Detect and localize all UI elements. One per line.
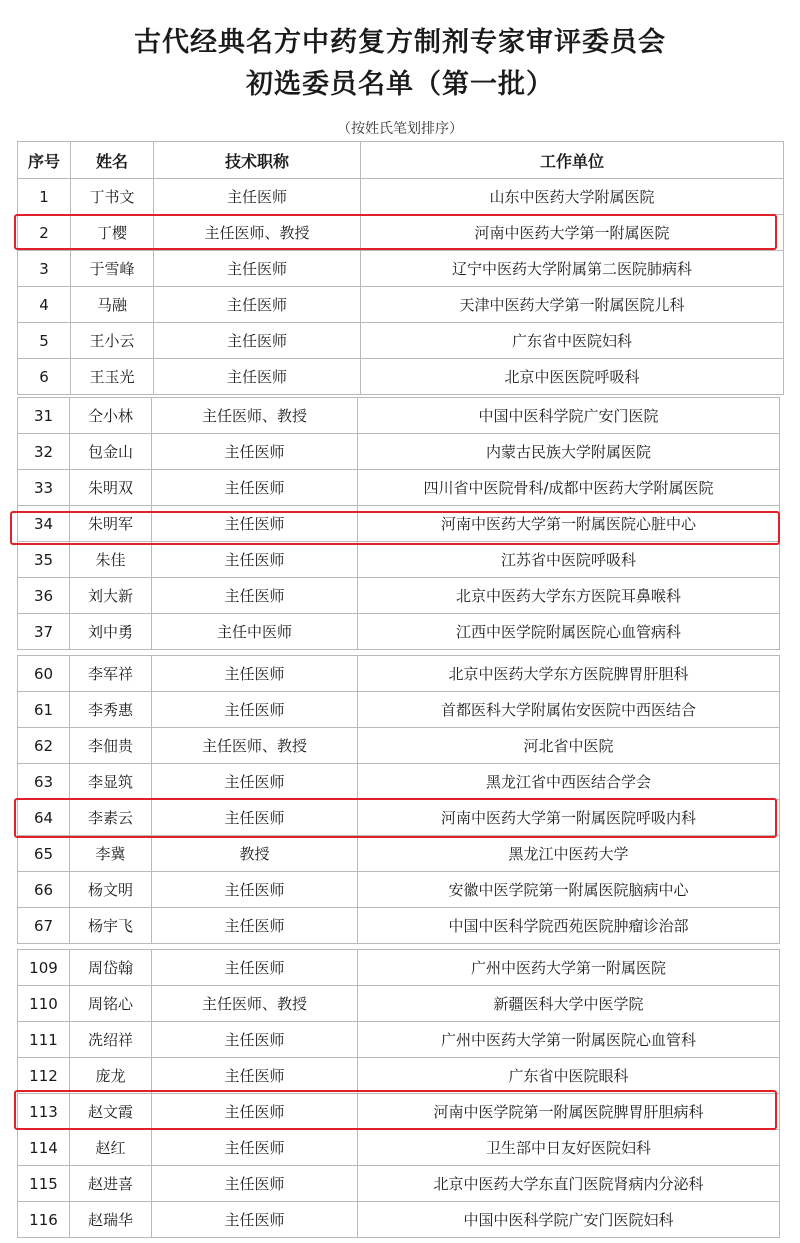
cell-unit: 河南中医药大学第一附属医院 <box>361 215 784 251</box>
cell-unit: 广州中医药大学第一附属医院心血管科 <box>358 1022 780 1058</box>
table-row <box>18 470 780 506</box>
table-row <box>18 764 780 800</box>
table-row <box>18 287 784 323</box>
cell-title: 主任医师 <box>154 359 361 395</box>
cell-title: 主任医师 <box>152 1202 358 1238</box>
cell-index: 61 <box>18 692 70 728</box>
cell-unit: 中国中医科学院广安门医院妇科 <box>358 1202 780 1238</box>
cell-name: 朱明军 <box>70 506 152 542</box>
table-row <box>18 950 780 986</box>
highlight-box-row-113 <box>14 1090 777 1130</box>
cell-index: 65 <box>18 836 70 872</box>
cell-name: 李显筑 <box>70 764 152 800</box>
highlight-box-row-64 <box>14 798 777 838</box>
cell-name: 赵红 <box>70 1130 152 1166</box>
cell-unit: 中国中医科学院西苑医院肿瘤诊治部 <box>358 908 780 944</box>
cell-unit: 黑龙江省中西医结合学会 <box>358 764 780 800</box>
cell-unit: 首都医科大学附属佑安医院中西医结合 <box>358 692 780 728</box>
cell-name: 丁樱 <box>71 215 154 251</box>
table-row <box>18 359 784 395</box>
highlight-box-row-2 <box>14 214 777 250</box>
cell-name: 周铭心 <box>70 986 152 1022</box>
cell-name: 赵瑞华 <box>70 1202 152 1238</box>
cell-name: 朱明双 <box>70 470 152 506</box>
cell-unit: 广东省中医院眼科 <box>358 1058 780 1094</box>
table-row <box>18 1202 780 1238</box>
table-row <box>18 1166 780 1202</box>
document-title-line1: 古代经典名方中药复方制剂专家审评委员会 <box>134 27 666 58</box>
cell-name: 周岱翰 <box>70 950 152 986</box>
cell-name: 庞龙 <box>70 1058 152 1094</box>
cell-name: 刘中勇 <box>70 614 152 650</box>
cell-title: 主任医师 <box>152 656 358 692</box>
cell-title: 主任中医师 <box>152 614 358 650</box>
cell-unit: 广州中医药大学第一附属医院 <box>358 950 780 986</box>
header-title: 技术职称 <box>154 142 361 179</box>
cell-name: 包金山 <box>70 434 152 470</box>
cell-title: 主任医师 <box>152 1022 358 1058</box>
cell-index: 36 <box>18 578 70 614</box>
cell-index: 35 <box>18 542 70 578</box>
cell-index: 64 <box>18 800 70 836</box>
cell-unit: 卫生部中日友好医院妇科 <box>358 1130 780 1166</box>
table-row <box>18 542 780 578</box>
cell-index: 114 <box>18 1130 70 1166</box>
cell-unit: 广东省中医院妇科 <box>361 323 784 359</box>
cell-title: 主任医师 <box>152 872 358 908</box>
cell-unit: 内蒙古民族大学附属医院 <box>358 434 780 470</box>
header-index: 序号 <box>18 142 71 179</box>
cell-index: 34 <box>18 506 70 542</box>
table-row <box>18 434 780 470</box>
table-header-row <box>18 142 784 179</box>
table-row <box>18 1058 780 1094</box>
table-row <box>18 1130 780 1166</box>
cell-index: 5 <box>18 323 71 359</box>
cell-unit: 江苏省中医院呼吸科 <box>358 542 780 578</box>
cell-index: 110 <box>18 986 70 1022</box>
header-unit: 工作单位 <box>361 142 784 179</box>
cell-index: 37 <box>18 614 70 650</box>
cell-name: 李军祥 <box>70 656 152 692</box>
cell-unit: 北京中医药大学东方医院耳鼻喉科 <box>358 578 780 614</box>
cell-unit: 黑龙江中医药大学 <box>358 836 780 872</box>
cell-index: 62 <box>18 728 70 764</box>
table-row <box>18 398 780 434</box>
committee-table <box>17 141 784 395</box>
document-title-line2: 初选委员名单（第一批） <box>246 69 554 100</box>
table-block-1 <box>17 141 779 395</box>
cell-title: 主任医师 <box>152 908 358 944</box>
cell-title: 主任医师 <box>152 692 358 728</box>
cell-index: 67 <box>18 908 70 944</box>
cell-unit: 江西中医学院附属医院心血管病科 <box>358 614 780 650</box>
cell-unit: 中国中医科学院广安门医院 <box>358 398 780 434</box>
table-row <box>18 986 780 1022</box>
cell-unit: 新疆医科大学中医学院 <box>358 986 780 1022</box>
sort-note: （按姓氏笔划排序） <box>337 121 463 137</box>
cell-index: 112 <box>18 1058 70 1094</box>
cell-name: 李秀惠 <box>70 692 152 728</box>
table-row <box>18 908 780 944</box>
cell-title: 主任医师 <box>152 1130 358 1166</box>
cell-title: 主任医师 <box>152 470 358 506</box>
cell-title: 主任医师 <box>152 578 358 614</box>
cell-title: 主任医师 <box>152 1094 358 1130</box>
cell-name: 赵文霞 <box>70 1094 152 1130</box>
cell-title: 主任医师 <box>152 506 358 542</box>
cell-title: 主任医师、教授 <box>152 986 358 1022</box>
cell-name: 赵进喜 <box>70 1166 152 1202</box>
cell-unit: 河南中医学院第一附属医院脾胃肝胆病科 <box>358 1094 780 1130</box>
cell-title: 主任医师 <box>154 251 361 287</box>
cell-title: 主任医师 <box>152 950 358 986</box>
cell-name: 杨文明 <box>70 872 152 908</box>
cell-name: 李素云 <box>70 800 152 836</box>
cell-title: 主任医师 <box>154 323 361 359</box>
cell-unit: 北京中医药大学东直门医院肾病内分泌科 <box>358 1166 780 1202</box>
cell-index: 1 <box>18 179 71 215</box>
cell-title: 主任医师 <box>152 434 358 470</box>
cell-title: 主任医师、教授 <box>152 728 358 764</box>
cell-name: 李佃贵 <box>70 728 152 764</box>
cell-unit: 天津中医药大学第一附属医院儿科 <box>361 287 784 323</box>
table-row <box>18 872 780 908</box>
cell-name: 王小云 <box>71 323 154 359</box>
table-row <box>18 251 784 287</box>
cell-unit: 四川省中医院骨科/成都中医药大学附属医院 <box>358 470 780 506</box>
cell-index: 66 <box>18 872 70 908</box>
cell-unit: 山东中医药大学附属医院 <box>361 179 784 215</box>
highlight-box-row-34 <box>10 511 780 545</box>
table-row <box>18 614 780 650</box>
cell-unit: 河南中医药大学第一附属医院呼吸内科 <box>358 800 780 836</box>
table-row <box>18 179 784 215</box>
cell-name: 马融 <box>71 287 154 323</box>
cell-name: 杨宇飞 <box>70 908 152 944</box>
cell-index: 115 <box>18 1166 70 1202</box>
cell-name: 王玉光 <box>71 359 154 395</box>
cell-name: 刘大新 <box>70 578 152 614</box>
header-name: 姓名 <box>71 142 154 179</box>
cell-unit: 河南中医药大学第一附属医院心脏中心 <box>358 506 780 542</box>
cell-index: 4 <box>18 287 71 323</box>
cell-title: 主任医师 <box>154 287 361 323</box>
cell-title: 主任医师 <box>152 764 358 800</box>
cell-name: 仝小林 <box>70 398 152 434</box>
cell-title: 主任医师 <box>152 1166 358 1202</box>
table-row <box>18 1022 780 1058</box>
cell-index: 116 <box>18 1202 70 1238</box>
cell-title: 教授 <box>152 836 358 872</box>
cell-index: 33 <box>18 470 70 506</box>
cell-title: 主任医师 <box>152 542 358 578</box>
cell-name: 于雪峰 <box>71 251 154 287</box>
table-row <box>18 728 780 764</box>
cell-title: 主任医师 <box>154 179 361 215</box>
cell-unit: 北京中医医院呼吸科 <box>361 359 784 395</box>
table-row <box>18 578 780 614</box>
cell-unit: 北京中医药大学东方医院脾胃肝胆科 <box>358 656 780 692</box>
cell-index: 63 <box>18 764 70 800</box>
cell-title: 主任医师、教授 <box>154 215 361 251</box>
cell-index: 6 <box>18 359 71 395</box>
table-row <box>18 323 784 359</box>
table-row <box>18 656 780 692</box>
cell-index: 2 <box>18 215 71 251</box>
cell-title: 主任医师 <box>152 800 358 836</box>
cell-index: 111 <box>18 1022 70 1058</box>
cell-index: 60 <box>18 656 70 692</box>
cell-index: 113 <box>18 1094 70 1130</box>
cell-title: 主任医师 <box>152 1058 358 1094</box>
cell-unit: 辽宁中医药大学附属第二医院肺病科 <box>361 251 784 287</box>
table-row <box>18 836 780 872</box>
cell-index: 32 <box>18 434 70 470</box>
cell-index: 109 <box>18 950 70 986</box>
cell-unit: 河北省中医院 <box>358 728 780 764</box>
cell-index: 3 <box>18 251 71 287</box>
cell-name: 李冀 <box>70 836 152 872</box>
table-row <box>18 692 780 728</box>
cell-title: 主任医师、教授 <box>152 398 358 434</box>
cell-index: 31 <box>18 398 70 434</box>
cell-name: 朱佳 <box>70 542 152 578</box>
cell-unit: 安徽中医学院第一附属医院脑病中心 <box>358 872 780 908</box>
cell-name: 丁书文 <box>71 179 154 215</box>
cell-name: 冼绍祥 <box>70 1022 152 1058</box>
